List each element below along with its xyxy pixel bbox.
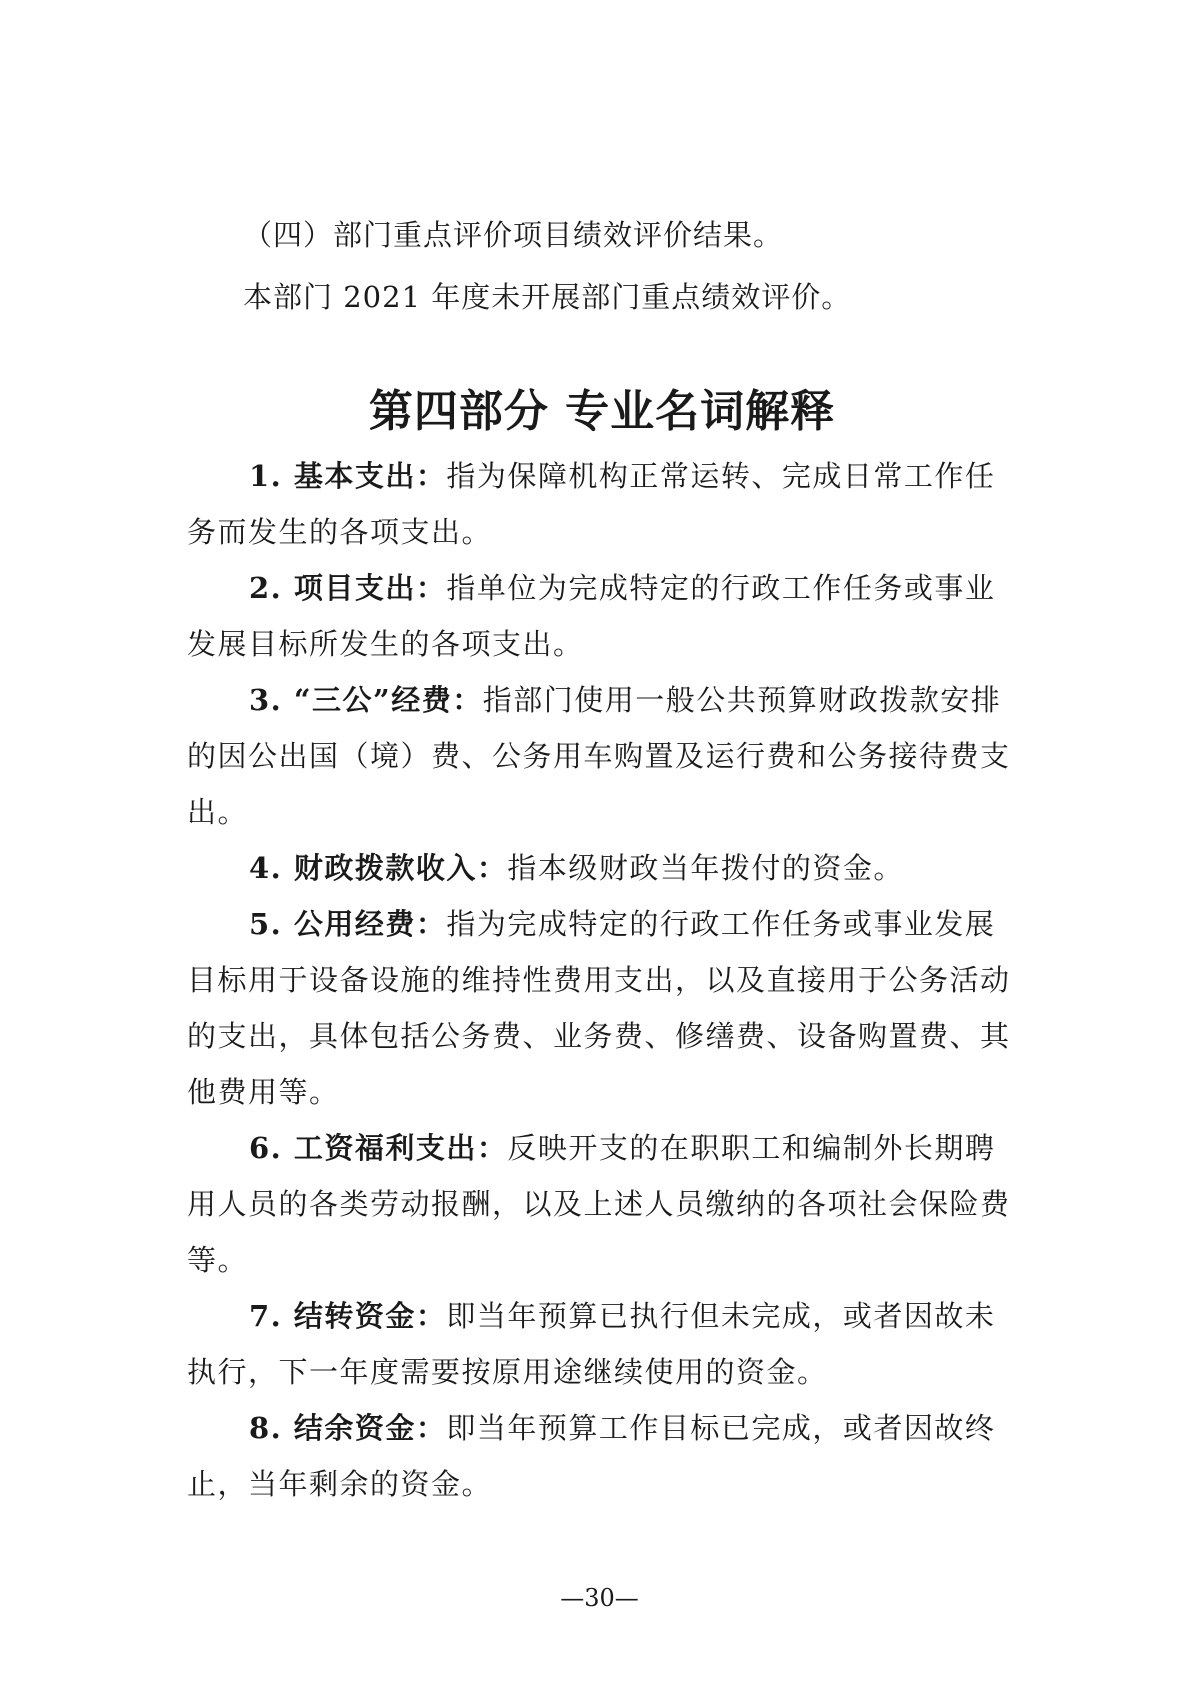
section-block	[187, 204, 1017, 328]
definition-text: 指为保障机构正常运转、完成日常工作任务而发生的各项支出。	[187, 459, 996, 549]
definition-text: 指单位为完成特定的行政工作任务或事业发展目标所发生的各项支出。	[187, 571, 996, 661]
subheading: （四）部门重点评价项目绩效评价结果。	[243, 218, 784, 252]
definition-item	[187, 840, 1017, 896]
statement: 本部门 2021 年度未开展部门重点绩效评价。	[243, 280, 852, 314]
definition-item	[187, 560, 1017, 672]
definitions-list	[187, 448, 1017, 1512]
page-number: —30—	[560, 1584, 639, 1612]
definition-term: 8. 结余资金：	[249, 1411, 447, 1445]
definition-term: 2. 项目支出：	[249, 571, 447, 605]
definition-item	[187, 448, 1017, 560]
definition-text: 反映开支的在职职工和编制外长期聘用人员的各类劳动报酬，以及上述人员缴纳的各项社会保险费等。	[187, 1131, 1011, 1277]
definition-term: 1. 基本支出：	[249, 459, 447, 493]
definition-text: 指本级财政当年拨付的资金。	[507, 851, 904, 885]
definition-text: 即当年预算已执行但未完成，或者因故未执行，下一年度需要按原用途继续使用的资金。	[187, 1299, 996, 1389]
definition-item	[187, 672, 1017, 840]
definition-text: 指部门使用一般公共预算财政拨款安排的因公出国（境）费、公务用车购置及运行费和公务接待费支出。	[187, 683, 1011, 829]
definition-term: 5. 公用经费：	[249, 907, 447, 941]
definition-item	[187, 1400, 1017, 1512]
definition-term: 7. 结转资金：	[249, 1299, 447, 1333]
part-heading: 第四部分 专业名词解释	[368, 386, 836, 437]
definition-item	[187, 1288, 1017, 1400]
definition-text: 指为完成特定的行政工作任务或事业发展目标用于设备设施的维持性费用支出，以及直接用于公务活动的支出，具体包括公务费、业务费、修缮费、设备购置费、其他费用等。	[187, 907, 1011, 1109]
definition-item	[187, 896, 1017, 1120]
definition-text: 即当年预算工作目标已完成，或者因故终止，当年剩余的资金。	[187, 1411, 996, 1501]
definition-term: 6. 工资福利支出：	[249, 1131, 508, 1165]
definition-term: 3. “三公”经费：	[249, 683, 483, 717]
definition-item	[187, 1120, 1017, 1288]
definition-term: 4. 财政拨款收入：	[249, 851, 508, 885]
